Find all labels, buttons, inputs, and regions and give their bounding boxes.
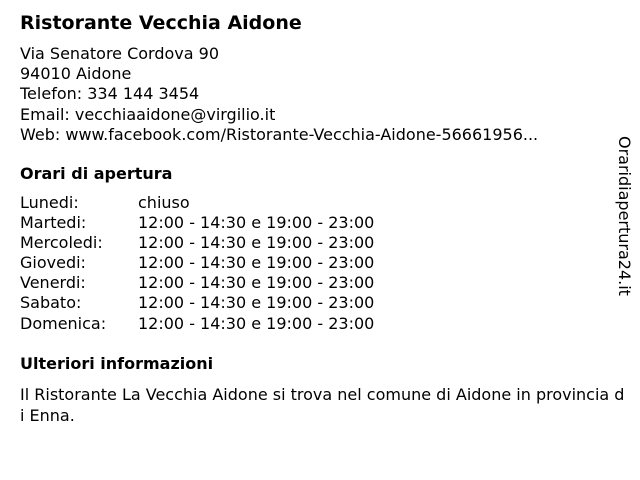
- contact-block: [20, 44, 538, 145]
- hours-row-friday: [20, 273, 374, 293]
- day-hours: 12:00 - 14:30 e 19:00 - 23:00: [138, 213, 375, 233]
- day-hours: chiuso: [138, 193, 190, 212]
- restaurant-name: Ristorante Vecchia Aidone: [20, 12, 302, 34]
- day-label: Lunedi:: [20, 193, 79, 212]
- day-label: Venerdi:: [20, 273, 86, 293]
- day-hours: 12:00 - 14:30 e 19:00 - 23:00: [138, 253, 375, 273]
- hours-table: [20, 193, 374, 334]
- day-label: Mercoledi:: [20, 233, 103, 253]
- hours-row-tuesday: [20, 213, 374, 233]
- day-label: Giovedi:: [20, 253, 86, 273]
- hours-row-wednesday: [20, 233, 374, 253]
- hours-row-monday: [20, 193, 374, 213]
- site-watermark: Oraridiapertura24.it: [615, 136, 634, 296]
- day-hours: 12:00 - 14:30 e 19:00 - 23:00: [138, 313, 375, 333]
- info-heading: Ulteriori informazioni: [20, 354, 214, 373]
- day-hours: 12:00 - 14:30 e 19:00 - 23:00: [138, 293, 375, 313]
- hours-row-saturday: [20, 293, 374, 313]
- web-line: Web: www.facebook.com/Ristorante-Vecchia-Aidone-56661956...: [20, 124, 539, 144]
- address-city: 94010 Aidone: [20, 64, 132, 84]
- day-label: Sabato:: [20, 293, 82, 313]
- address-street: Via Senatore Cordova 90: [20, 44, 220, 63]
- day-label: Domenica:: [20, 313, 107, 333]
- hours-row-thursday: [20, 253, 374, 273]
- email-line: Email: vecchiaaidone@virgilio.it: [20, 104, 276, 124]
- hours-row-sunday: [20, 314, 374, 334]
- hours-heading: Orari di apertura: [20, 164, 173, 183]
- info-text: Il Ristorante La Vecchia Aidone si trova nel comune di Aidone in provincia di Enna.: [20, 385, 625, 425]
- phone-line: Telefon: 334 144 3454: [20, 84, 200, 104]
- day-label: Martedi:: [20, 213, 87, 233]
- day-hours: 12:00 - 14:30 e 19:00 - 23:00: [138, 273, 375, 293]
- day-hours: 12:00 - 14:30 e 19:00 - 23:00: [138, 233, 375, 253]
